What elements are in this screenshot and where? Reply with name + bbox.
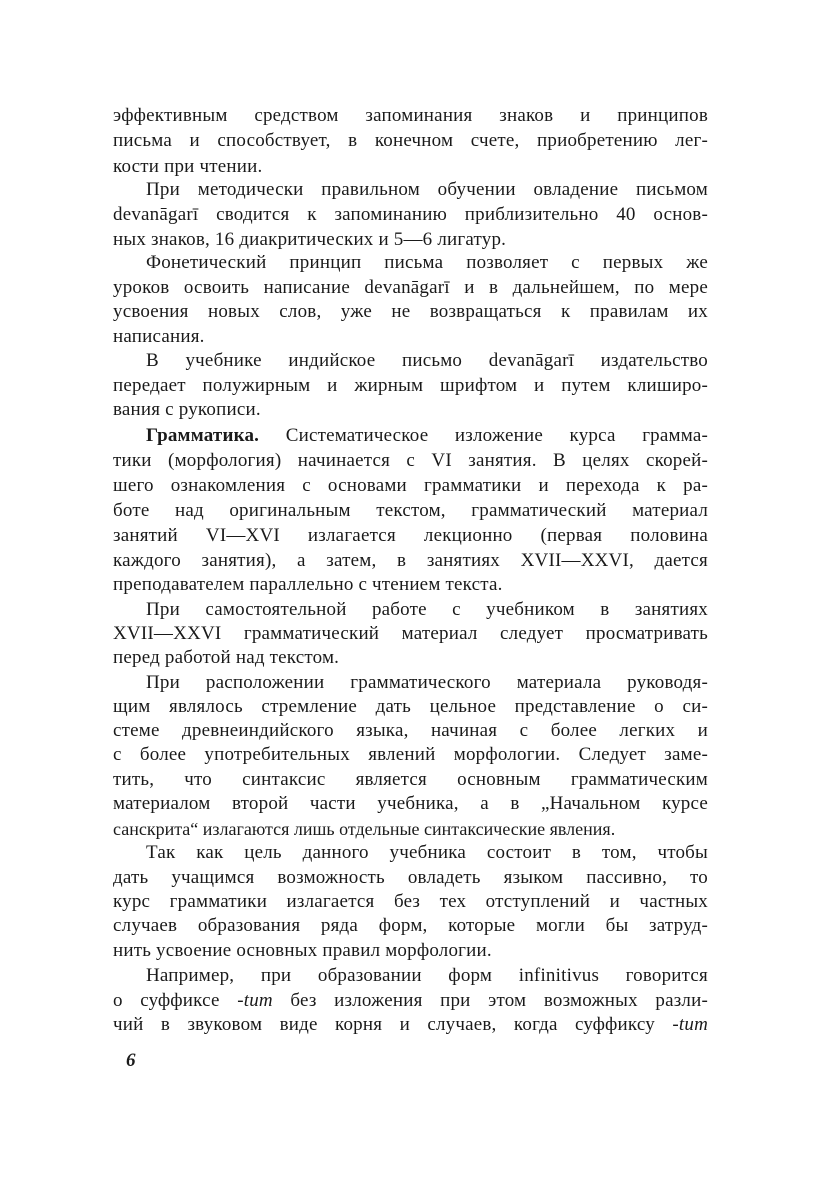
text-line: нить усвоение основных правил морфологии. — [113, 940, 492, 961]
text-span: о суффиксе — [113, 990, 238, 1011]
text-line: дать учащимся возможность овладеть языком пассивно, то — [113, 867, 708, 888]
text-line: написания. — [113, 326, 205, 347]
text-line: стеме древнеиндийского языка, начиная с более легких и — [113, 720, 708, 741]
text-line: шего ознакомления с основами грамматики и перехода к ра- — [113, 475, 708, 496]
text-line: Например, при образовании форм infinitivus говорится — [146, 965, 708, 986]
text-line — [113, 989, 708, 1013]
text-line: перед работой над текстом. — [113, 647, 340, 668]
text-line: курс грамматики излагается без тех отступлений и частных — [113, 891, 708, 912]
text-line: эффективным средством запоминания знаков и принципов — [113, 105, 708, 126]
text-line: В учебнике индийское письмо devanāgarī издательство — [146, 350, 708, 371]
page-number: 6 — [126, 1050, 136, 1071]
text-line: передает полужирным и жирным шрифтом и путем клиширо- — [113, 375, 708, 396]
text-line: ных знаков, 16 диакритических и 5—6 лигатур. — [113, 229, 507, 250]
text-line: с более употребительных явлений морфологии. Следует заме- — [113, 744, 708, 765]
text-line: щим являлось стремление дать цельное представление о си- — [113, 696, 708, 717]
text-line: санскрита“ излагаются лишь отдельные синтаксические явления. — [113, 819, 616, 839]
text-line: При самостоятельной работе с учебником в занятиях — [146, 599, 708, 620]
suffix-term: -tum — [237, 990, 273, 1011]
text-line: материалом второй части учебника, а в „Начальном курсе — [113, 793, 708, 814]
text-line: Так как цель данного учебника состоит в том, чтобы — [146, 842, 708, 863]
text-line: кости при чтении. — [113, 156, 263, 177]
text-line: случаев образования ряда форм, которые могли бы затруд- — [113, 915, 708, 936]
section-heading: Грамматика. — [146, 425, 260, 446]
text-line — [113, 1013, 708, 1037]
text-line: Фонетический принцип письма позволяет с первых же — [146, 252, 708, 273]
text-span: Систематическое изложение курса грамма- — [259, 425, 708, 446]
text-line: каждого занятия), а затем, в занятиях XVII—XXVI, дается — [113, 550, 708, 571]
text-line: тики (морфология) начинается с VI занятия. В целях скорей- — [113, 450, 708, 471]
text-line: devanāgarī сводится к запоминанию приблизительно 40 основ- — [113, 204, 708, 225]
text-line: При расположении грамматического материала руководя- — [146, 672, 708, 693]
text-line: преподавателем параллельно с чтением текста. — [113, 574, 503, 595]
text-line — [146, 424, 708, 448]
text-span: чий в звуковом виде корня и случаев, когда суффиксу — [113, 1014, 673, 1035]
text-line: При методически правильном обучении овладение письмом — [146, 179, 708, 200]
text-line: тить, что синтаксис является основным грамматическим — [113, 769, 708, 790]
text-line: занятий VI—XVI излагается лекционно (первая половина — [113, 525, 708, 546]
text-line: письма и способствует, в конечном счете, приобретению лег- — [113, 130, 708, 151]
text-line: уроков освоить написание devanāgarī и в дальнейшем, по мере — [113, 277, 708, 298]
text-span: без изложения при этом возможных разли- — [272, 990, 708, 1011]
text-line: боте над оригинальным текстом, грамматический материал — [113, 500, 708, 521]
suffix-term: -tum — [672, 1014, 708, 1035]
text-line: вания с рукописи. — [113, 399, 261, 420]
text-line: усвоения новых слов, уже не возвращаться к правилам их — [113, 301, 708, 322]
text-line: XVII—XXVI грамматический материал следует просматривать — [113, 623, 708, 644]
